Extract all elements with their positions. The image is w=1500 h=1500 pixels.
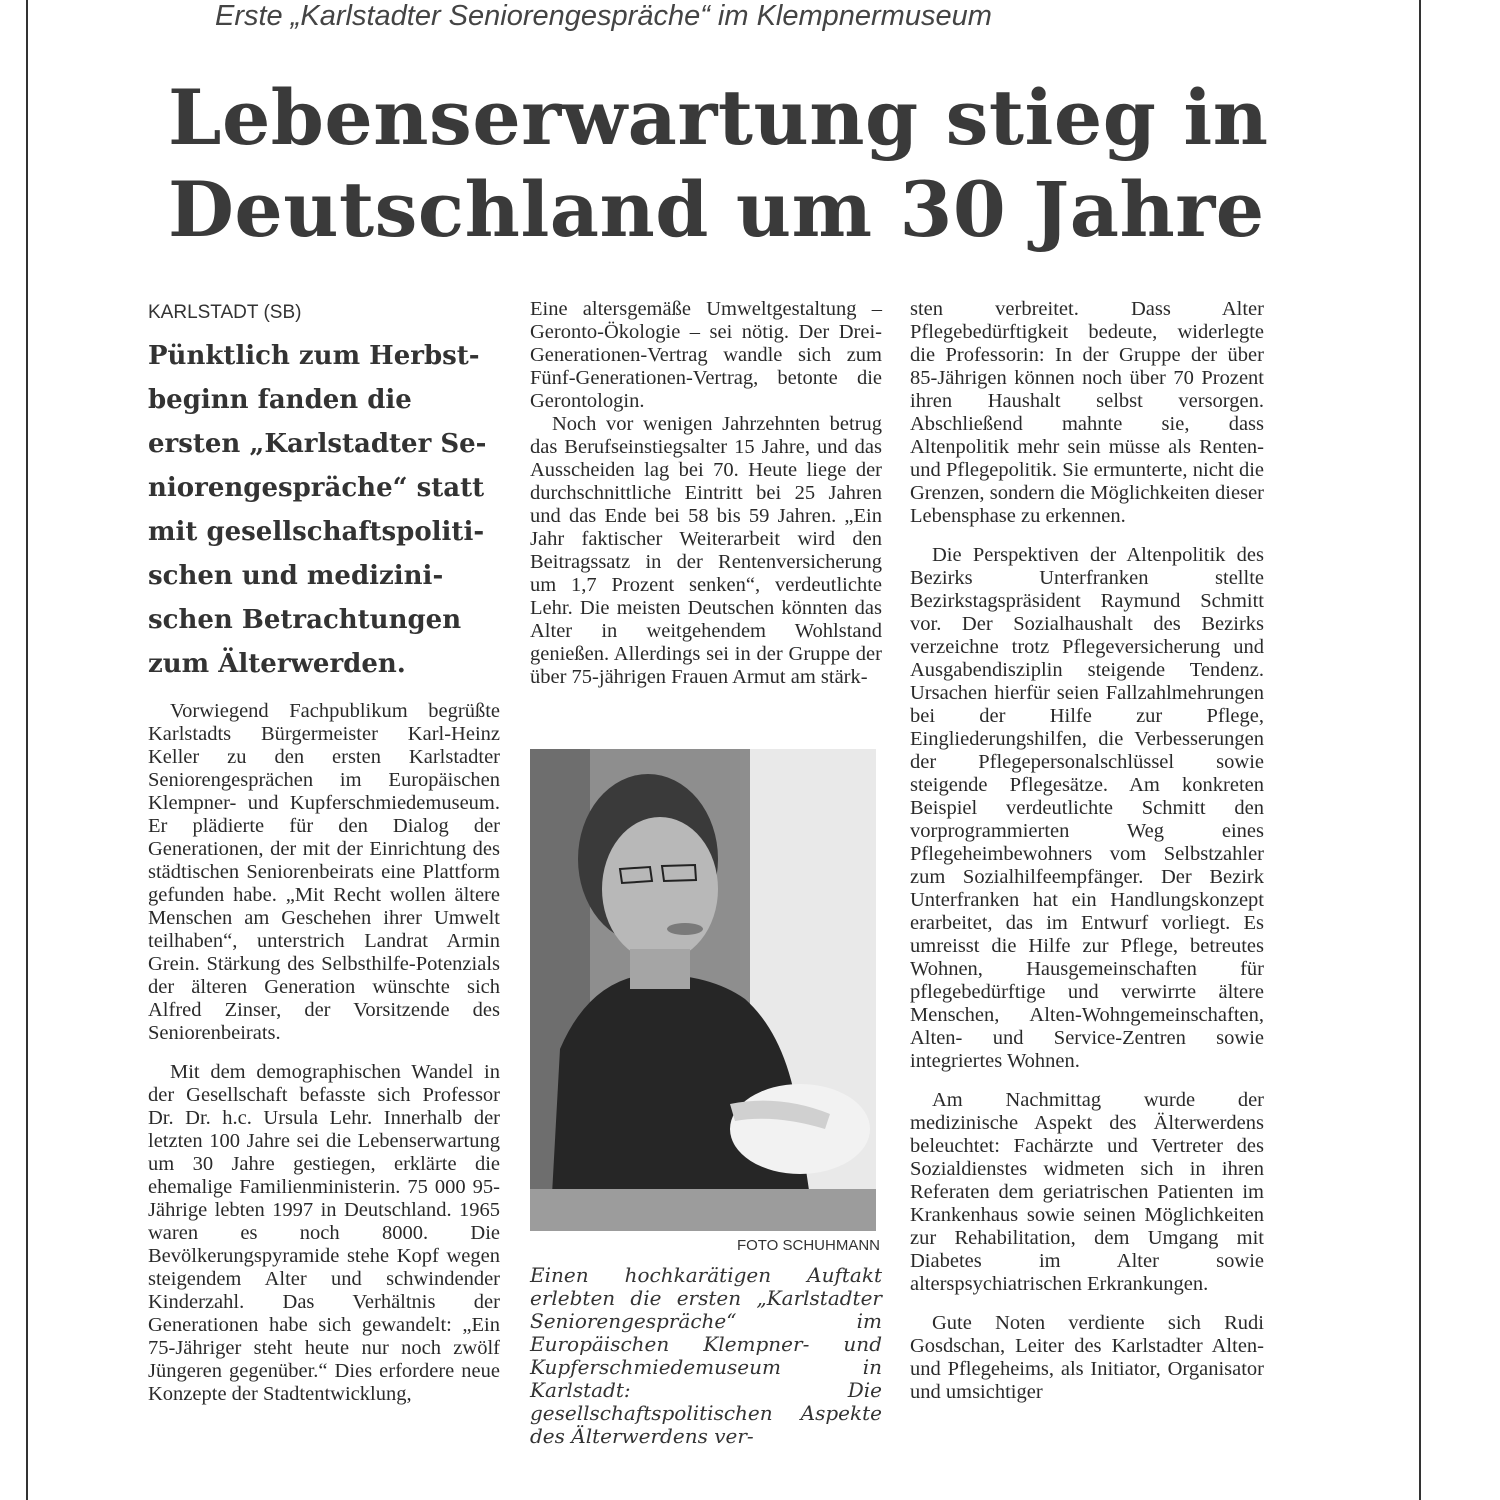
body-paragraph: Noch vor wenigen Jahrzehnten betrug das Berufseinstiegsalter 15 Jahre, und das Ausscheiden lag bei 70. Heute liege der durchschnittliche Eintritt bei 25 Jahren und das Ende bei 58 bis 59 Jahren. „Ein Jahr faktischer Weiterarbeit wird den Beitragssatz in der Rentenversicherung um 1,7 Prozent senken“, verdeutlichte Lehr. Die meisten Deutschen könnten das Alter in weitgehendem Wohlstand genießen. Allerdings sei in der Gruppe der über 75-jährigen Frauen Armut am stärk- (530, 413, 882, 688)
article-kicker: Erste „Karlstadter Seniorengespräche“ im Klempnermuseum (215, 0, 992, 32)
body-paragraph: sten verbreitet. Dass Alter Pflegebedürftigkeit bedeute, widerlegte die Professorin: In der Gruppe der über 85-Jährigen können noch über 70 Prozent ihren Haushalt selbst versorgen. Abschließend mahnte sie, dass Altenpolitik mehr sein müsse als Renten- und Pflegepolitik. Sie ermunterte, nicht die Grenzen, sondern die Möglichkeiten dieser Lebensphase zu erkennen. (910, 298, 1264, 527)
column-2 (530, 298, 882, 1448)
photo-caption: Einen hochkarätigen Auftakt erlebten die ersten „Karlstadter Seniorengespräche“ im Europäischen Klempner- und Kupferschmiedemuseum in Karlstadt: Die gesellschaftspolitischen Aspekte des Älterwerdens ver- (530, 1263, 882, 1448)
photo-credit: FOTO SCHUHMANN (736, 1237, 880, 1254)
page-border-left (26, 0, 28, 1500)
photo-portrait-woman (530, 749, 876, 1231)
column-3 (910, 298, 1264, 1404)
article-headline: Lebenserwartung stieg in Deutschland um 30 Jahre (168, 73, 1269, 254)
body-paragraph: Mit dem demographischen Wandel in der Gesellschaft befasste sich Professor Dr. Dr. h.c. Ursula Lehr. Innerhalb der letzten 100 Jahre sei die Lebenserwartung um 30 Jahre gestiegen, erklärte die ehemalige Familienministerin. 75 000 95-Jährige lebten 1997 in Deutschland. 1965 waren es noch 8000. Die Bevölkerungspyramide stehe Kopf wegen steigendem Alter und schwindender Kinderzahl. Das Verhältnis der Generationen habe sich gewandelt: „Ein 75-Jähriger steht heute nur noch zwölf Jüngeren gegenüber.“ Dies erfordere neue Konzepte der Stadtentwicklung, (148, 1061, 500, 1405)
body-paragraph: Eine altersgemäße Umweltgestaltung – Geronto-Ökologie – sei nötig. Der Drei-Generationen-Vertrag wandle sich zum Fünf-Generationen-Vertrag, betonte die Gerontologin. (530, 298, 882, 412)
page-border-right (1419, 0, 1421, 1500)
body-paragraph: Die Perspektiven der Altenpolitik des Bezirks Unterfranken stellte Bezirkstagspräsident Raymund Schmitt vor. Der Sozialhaushalt des Bezirks verzeichne trotz Pflegeversicherung und Ausgabendisziplin steigende Tendenz. Ursachen hierfür seien Fallzahlmehrungen bei der Hilfe zur Pflege, Eingliederungshilfen, die Verbesserungen der Pflegepersonalschlüssel sowie steigende Pflegesätze. Am konkreten Beispiel verdeutlichte Schmitt den vorprogrammierten Weg eines Pflegeheimbewohners vom Selbstzahler zum Sozialhilfeempfänger. Der Bezirk Unterfranken hat ein Handlungskonzept erarbeitet, das im Entwurf vorliegt. Es umreisst die Hilfe zur Pflege, betreutes Wohnen, Hausgemeinschaften für pflegebedürftige und verwirrte ältere Menschen, Alten-Wohngemeinschaften, Alten- und Service-Zentren sowie integriertes Wohnen. (910, 544, 1264, 1072)
body-paragraph: Am Nachmittag wurde der medizinische Aspekt des Älterwerdens beleuchtet: Fachärzte und Vertreter des Sozialdienstes widmeten sich in ihren Referaten dem geriatrischen Patienten im Krankenhaus sowie seinen Möglichkeiten zur Rehabilitation, dem Umgang mit Diabetes im Alter sowie alterspsychiatrischen Erkrankungen. (910, 1089, 1264, 1295)
body-paragraph: Gute Noten verdiente sich Rudi Gosdschan, Leiter des Karlstadter Alten- und Pflegeheims, als Initiator, Organisator und umsichtiger (910, 1312, 1264, 1403)
byline: KARLSTADT (SB) (148, 302, 302, 323)
lead-paragraph: Pünktlich zum Herbst-beginn fanden die ersten „Karlstadter Se-niorengespräche“ statt mit gesellschaftspoliti-schen und medizini-schen Betrachtungen zum Älterwerden. (148, 341, 487, 679)
article-photo (530, 749, 876, 1231)
column-1 (148, 298, 500, 1406)
body-paragraph: Vorwiegend Fachpublikum begrüßte Karlstadts Bürgermeister Karl-Heinz Keller zu den ersten Karlstadter Seniorengesprächen im Europäischen Klempner- und Kupferschmiedemuseum. Er plädierte für den Dialog der Generationen, der mit der Einrichtung des städtischen Seniorenbeirats eine Plattform gefunden habe. „Mit Recht wollen ältere Menschen am Geschehen ihrer Umwelt teilhaben“, unterstrich Landrat Armin Grein. Stärkung des Selbsthilfe-Potenzials der älteren Generation wünschte sich Alfred Zinser, der Vorsitzende des Seniorenbeirats. (148, 700, 500, 1044)
